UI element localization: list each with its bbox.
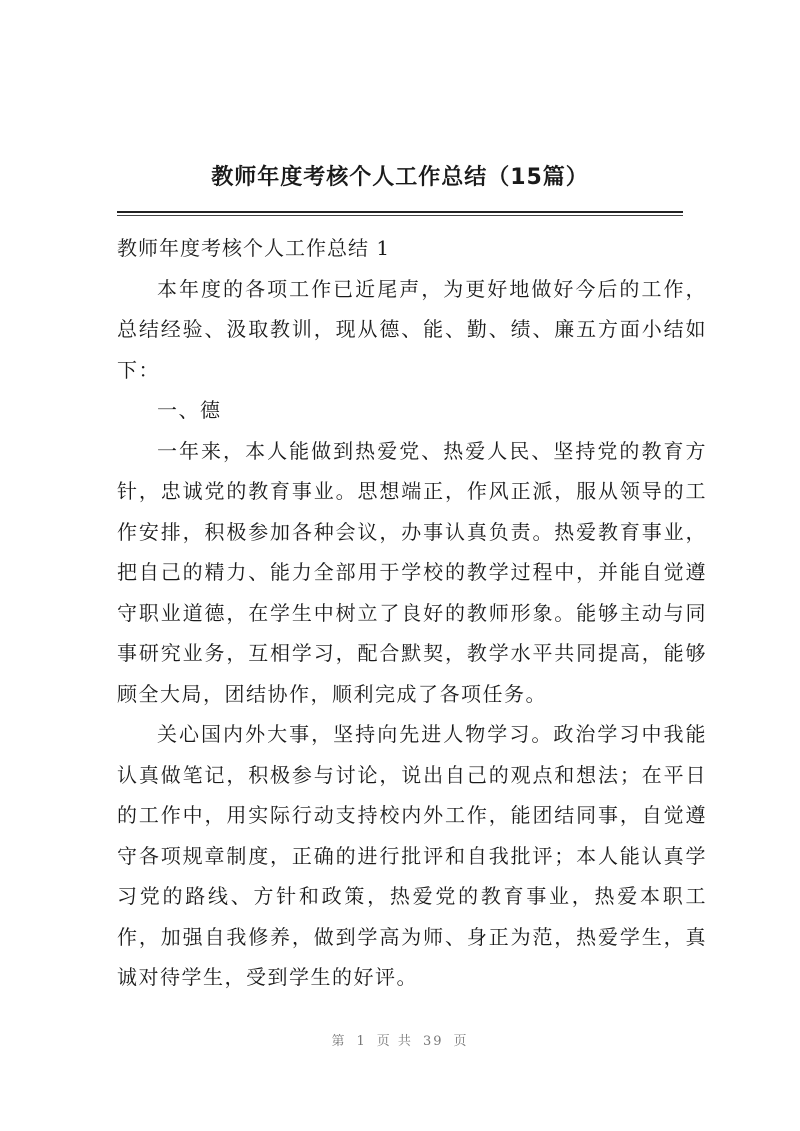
paragraph-virtue-2: 关心国内外大事，坚持向先进人物学习。政治学习中我能认真做笔记，积极参与讨论，说出自己的观点和想法；在平日的工作中，用实际行动支持校内外工作，能团结同事，自觉遵守各项规章制度，正确的进行批评和自我批评；本人能认真学习党的路线、方针和政策，热爱党的教育事业，热爱本职工作，加强自我修养，做到学高为师、身正为范，热爱学生，真诚对待学生，受到学生的好评。 [117,722,707,989]
footer-total-pages: 39 [422,1034,444,1049]
title-underline-thin [117,215,683,216]
title-underline [117,211,683,213]
document-title: 教师年度考核个人工作总结（15篇） [211,165,589,190]
footer-suffix: 页 [453,1034,469,1049]
section-heading: 教师年度考核个人工作总结 1 [117,236,391,260]
footer-current-page: 1 [356,1034,367,1049]
subheading-virtue: 一、德 [157,398,222,422]
paragraph-virtue-1: 一年来，本人能做到热爱党、热爱人民、坚持党的教育方针，忠诚党的教育事业。思想端正，作风正派，服从领导的工作安排，积极参加各种会议，办事认真负责。热爱教育事业，把自己的精力、能力全部用于学校的教学过程中，并能自觉遵守职业道德，在学生中树立了良好的教师形象。能够主动与同事研究业务，互相学习，配合默契，教学水平共同提高，能够顾全大局，团结协作，顺利完成了各项任务。 [117,438,707,706]
footer-middle: 页 共 [376,1034,413,1049]
page-footer [0,1030,800,1049]
paragraph-intro: 本年度的各项工作已近尾声，为更好地做好今后的工作，总结经验、汲取教训，现从德、能、勤、绩、廉五方面小结如下： [117,276,707,382]
footer-prefix: 第 [331,1034,347,1049]
document-body [117,228,707,998]
